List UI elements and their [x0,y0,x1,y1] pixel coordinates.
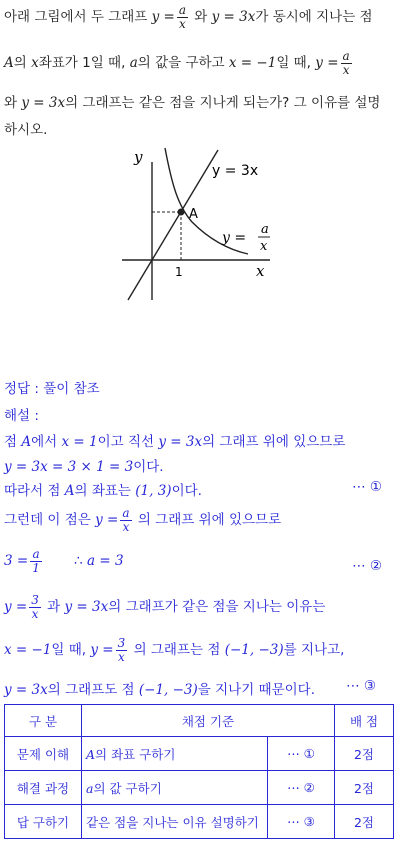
coordinate: (1, 3) [135,483,172,499]
fraction: $\frac{a}{1}$ [32,547,40,575]
row-mark: ⋯ ① [268,737,335,771]
problem-text: 와 [194,9,208,26]
row-category: 문제 이해 [5,737,82,771]
math-expr: x = 1 [61,434,98,450]
step-mark-1: ⋯ ① [352,479,382,495]
solution-line-5 [4,548,390,574]
step-mark-2: ⋯ ② [352,558,382,574]
math-expr: x = −1 [4,642,52,659]
solution-line-2: y = 3x = 3 × 1 = 3이다. [4,459,164,475]
explanation-heading-text: 해설 : [4,408,39,424]
row-mark: ⋯ ③ [268,805,335,839]
row-score: 2점 [335,737,394,771]
solution-line-1: 점 A에서 x = 1이고 직선 y = 3x의 그래프 위에 있으므로 [4,434,346,450]
table-row [5,805,394,839]
fraction: $\frac{a}{x}$ [122,506,130,534]
row-criterion: A의 좌표 구하기 [82,737,268,771]
problem-line-2 [4,50,354,76]
math-var: A [64,483,75,499]
row-criterion: a의 값 구하기 [82,771,268,805]
solution-line-8: y = 3x의 그래프도 점 (−1, −3)을 지나기 때문이다. ⋯ ③ [4,678,376,698]
header-criterion: 채점 기준 [82,705,335,737]
problem-text: 가 동시에 지나는 점 [255,9,373,26]
fraction: $\frac{3}{x}$ [117,636,126,664]
answer-text: 정답 : 풀이 참조 [4,381,100,397]
problem-text: 하시오. [4,122,48,138]
problem-text: 의 그래프는 같은 점을 지나게 되는가? 그 이유를 설명 [65,95,381,111]
problem-line-1 [4,4,373,30]
scoring-rubric-table [4,704,394,839]
step-mark-3: ⋯ ③ [346,678,376,694]
problem-text: 의 값을 구하고 [137,55,225,72]
fraction: $\frac{a}{x}$ [178,3,186,31]
math-expr: y = 3x = 3 × 1 = 3 [4,459,134,475]
y-axis-label: y [134,148,143,166]
answer-line [4,377,100,397]
problem-text: 좌표가 1일 때, [38,55,126,72]
problem-text: 와 [4,95,18,111]
fraction: $\frac{a}{x}$ [342,49,350,77]
math-var: A [21,434,32,450]
math-expr: y = [95,512,119,529]
math-expr: y = [4,599,28,616]
math-expr: x = −1 [228,55,277,72]
curve-label-den: x [260,239,268,254]
curve-label-lhs: y = [222,230,247,246]
math-expr: y = 3x [211,9,256,26]
point-a [178,209,185,216]
row-score: 2점 [335,805,394,839]
math-var: x [31,55,39,72]
coordinate: (−1, −3) [138,682,198,698]
math-expr: y = [90,642,114,659]
table-row [5,737,394,771]
math-expr: a = 3 [87,553,124,570]
solution-line-6: y = $\frac{3}{x}$ 과 y = 3x의 그래프가 같은 점을 지나는 이유는 [4,593,326,621]
problem-text: 의 [13,55,27,72]
row-category: 해결 과정 [5,771,82,805]
row-mark: ⋯ ② [268,771,335,805]
math-expr: y = [151,9,175,26]
problem-text: 일 때, [276,55,311,72]
coordinate: (−1, −3) [224,642,284,659]
solution-line-4: 그런데 이 점은 y = $\frac{a}{x}$ 의 그래프 위에 있으므로 [4,506,282,534]
line-label: y = 3x [212,163,259,179]
problem-line-4 [4,118,47,138]
line-y-3x [128,150,218,300]
problem-text: 아래 그림에서 두 그래프 [4,9,148,26]
math-expr: y = 3x [158,434,203,450]
math-var: A [4,55,14,72]
math-var: a [129,55,138,72]
problem-line-3 [4,91,380,111]
solution-line-7: x = −1일 때, y = $\frac{3}{x}$ 의 그래프는 점 (−1, −3)를 지나고, [4,636,345,664]
point-label: A [189,207,198,222]
math-expr: y = [315,55,339,72]
row-score: 2점 [335,771,394,805]
row-criterion: 같은 점을 지나는 이유 설명하기 [82,805,268,839]
header-category: 구 분 [5,705,82,737]
therefore-symbol: ∴ [74,553,83,570]
header-score: 배 점 [335,705,394,737]
fraction: $\frac{3}{x}$ [31,593,39,621]
curve-label-num: a [261,222,269,237]
x-tick-label: 1 [175,265,183,279]
math-expr: y = 3x [4,682,48,698]
explanation-heading [4,404,39,424]
graph-figure [110,140,310,305]
math-expr: 3 = [4,553,29,570]
math-expr: y = 3x [21,95,66,111]
table-row [5,771,394,805]
row-category: 답 구하기 [5,805,82,839]
table-header-row [5,705,394,737]
solution-line-3: 따라서 점 A의 좌표는 (1, 3)이다. ⋯ ① [4,479,382,499]
math-expr: y = 3x [64,599,109,616]
x-axis-label: x [256,262,265,280]
